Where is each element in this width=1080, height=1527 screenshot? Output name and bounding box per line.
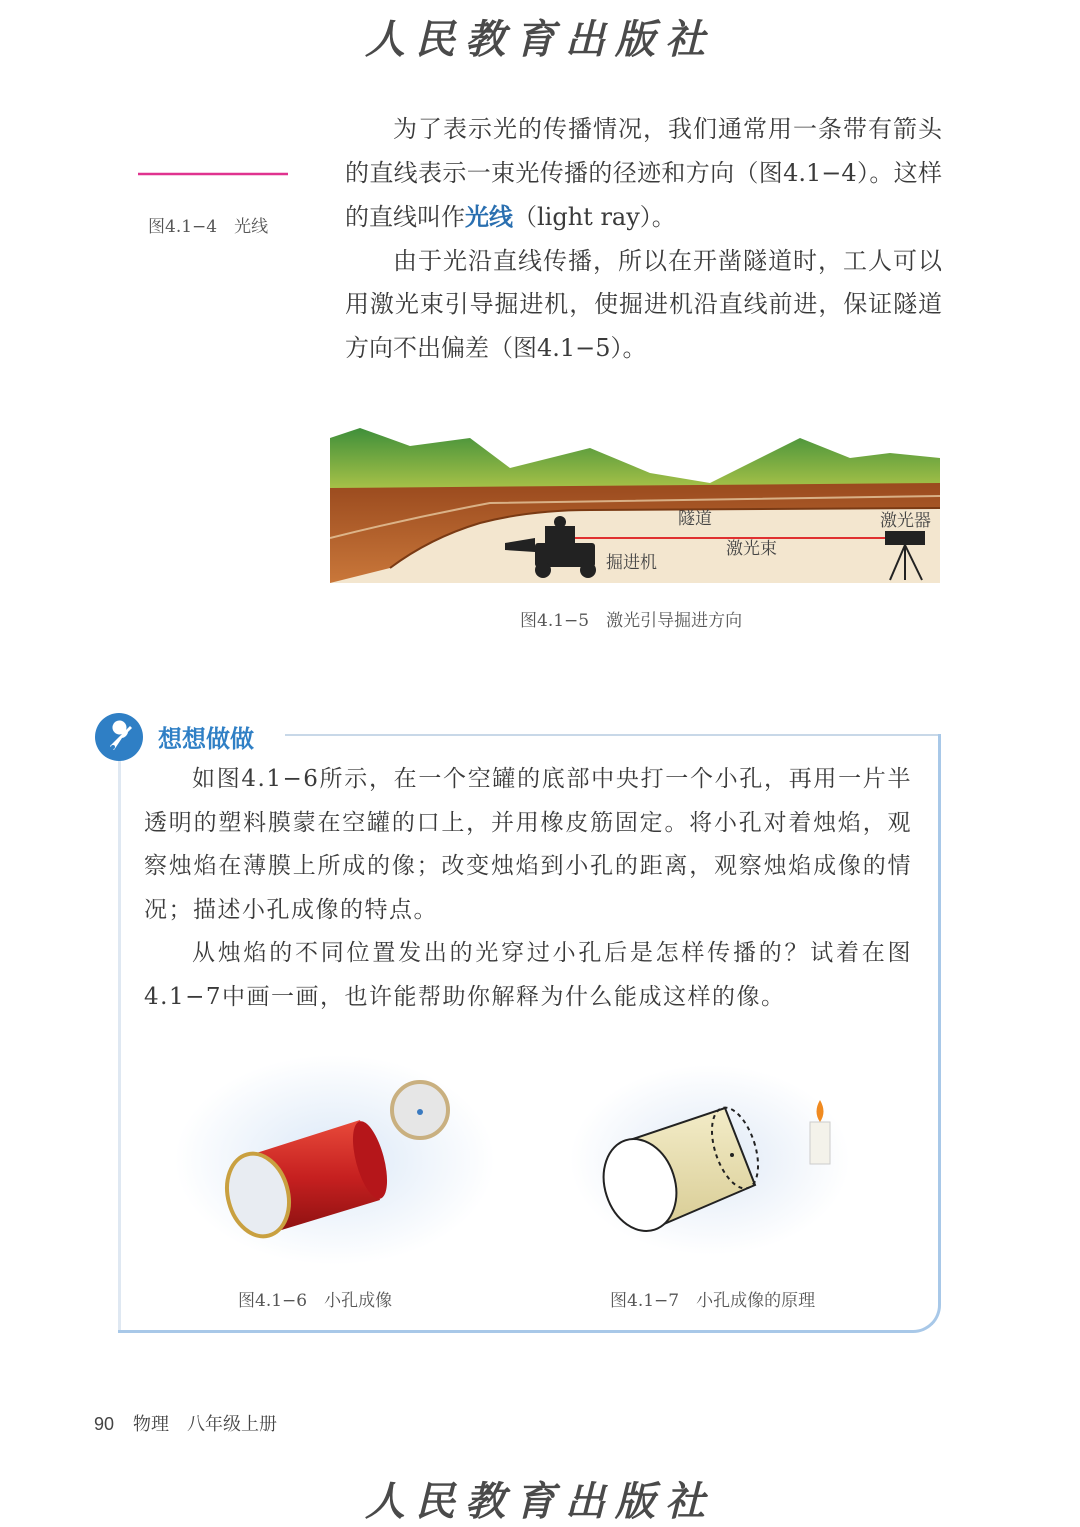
fig-4-1-7-caption: 图4.1−7 小孔成像的原理 <box>610 1291 816 1311</box>
paragraph-light-ray: 为了表示光的传播情况，我们通常用一条带有箭头的直线表示一束光传播的径迹和方向（图4.1−4）。这样的直线叫作光线（light ray）。 <box>345 115 942 231</box>
activity-text-block <box>144 758 912 1019</box>
activity-paragraph-1: 如图4.1−6所示，在一个空罐的底部中央打一个小孔，再用一片半透明的塑料膜蒙在空罐的口上，并用橡皮筋固定。将小孔对着烛焰，观察烛焰在薄膜上所成的像；改变烛焰到小孔的距离，观察烛焰成像的情况；描述小孔成像的特点。 <box>144 766 912 923</box>
activity-title-rule <box>285 734 938 736</box>
publisher-logo: 人民教育出版社 <box>365 16 715 63</box>
activity-box-left-rule <box>118 760 121 1330</box>
top-text-block <box>345 108 942 370</box>
activity-title: 想想做做 <box>158 725 254 753</box>
label-tunnel: 隧道 <box>678 509 712 529</box>
fig-4-1-5-caption: 图4.1−5 激光引导掘进方向 <box>520 611 743 631</box>
light-ray-arrow-figure <box>136 162 290 186</box>
wrench-icon <box>94 712 144 762</box>
label-laser-beam: 激光束 <box>726 539 777 559</box>
tunnel-laser-figure <box>330 428 940 583</box>
label-laser-device: 激光器 <box>880 511 931 531</box>
activity-paragraph-2: 从烛焰的不同位置发出的光穿过小孔后是怎样传播的？试着在图4.1−7中画一画，也许能帮助你解释为什么能成这样的像。 <box>144 940 912 1010</box>
pinhole-can-photo <box>170 1050 500 1270</box>
book-title: 物理 八年级上册 <box>133 1414 278 1434</box>
term-light-ray: 光线 <box>465 202 513 231</box>
fig-4-1-6-caption: 图4.1−6 小孔成像 <box>238 1291 393 1311</box>
page-footer <box>94 1410 277 1436</box>
publisher-logo-bottom: 人民教育出版社 <box>365 1478 715 1525</box>
pinhole-principle-figure <box>570 1060 870 1260</box>
fig-4-1-4-caption: 图4.1−4 光线 <box>148 217 269 237</box>
paragraph-tunnel: 由于光沿直线传播，所以在开凿隧道时，工人可以用激光束引导掘进机，使掘进机沿直线前进，保证隧道方向不出偏差（图4.1−5）。 <box>345 246 942 362</box>
page-number: 90 <box>94 1414 115 1434</box>
label-machine: 掘进机 <box>606 553 657 573</box>
